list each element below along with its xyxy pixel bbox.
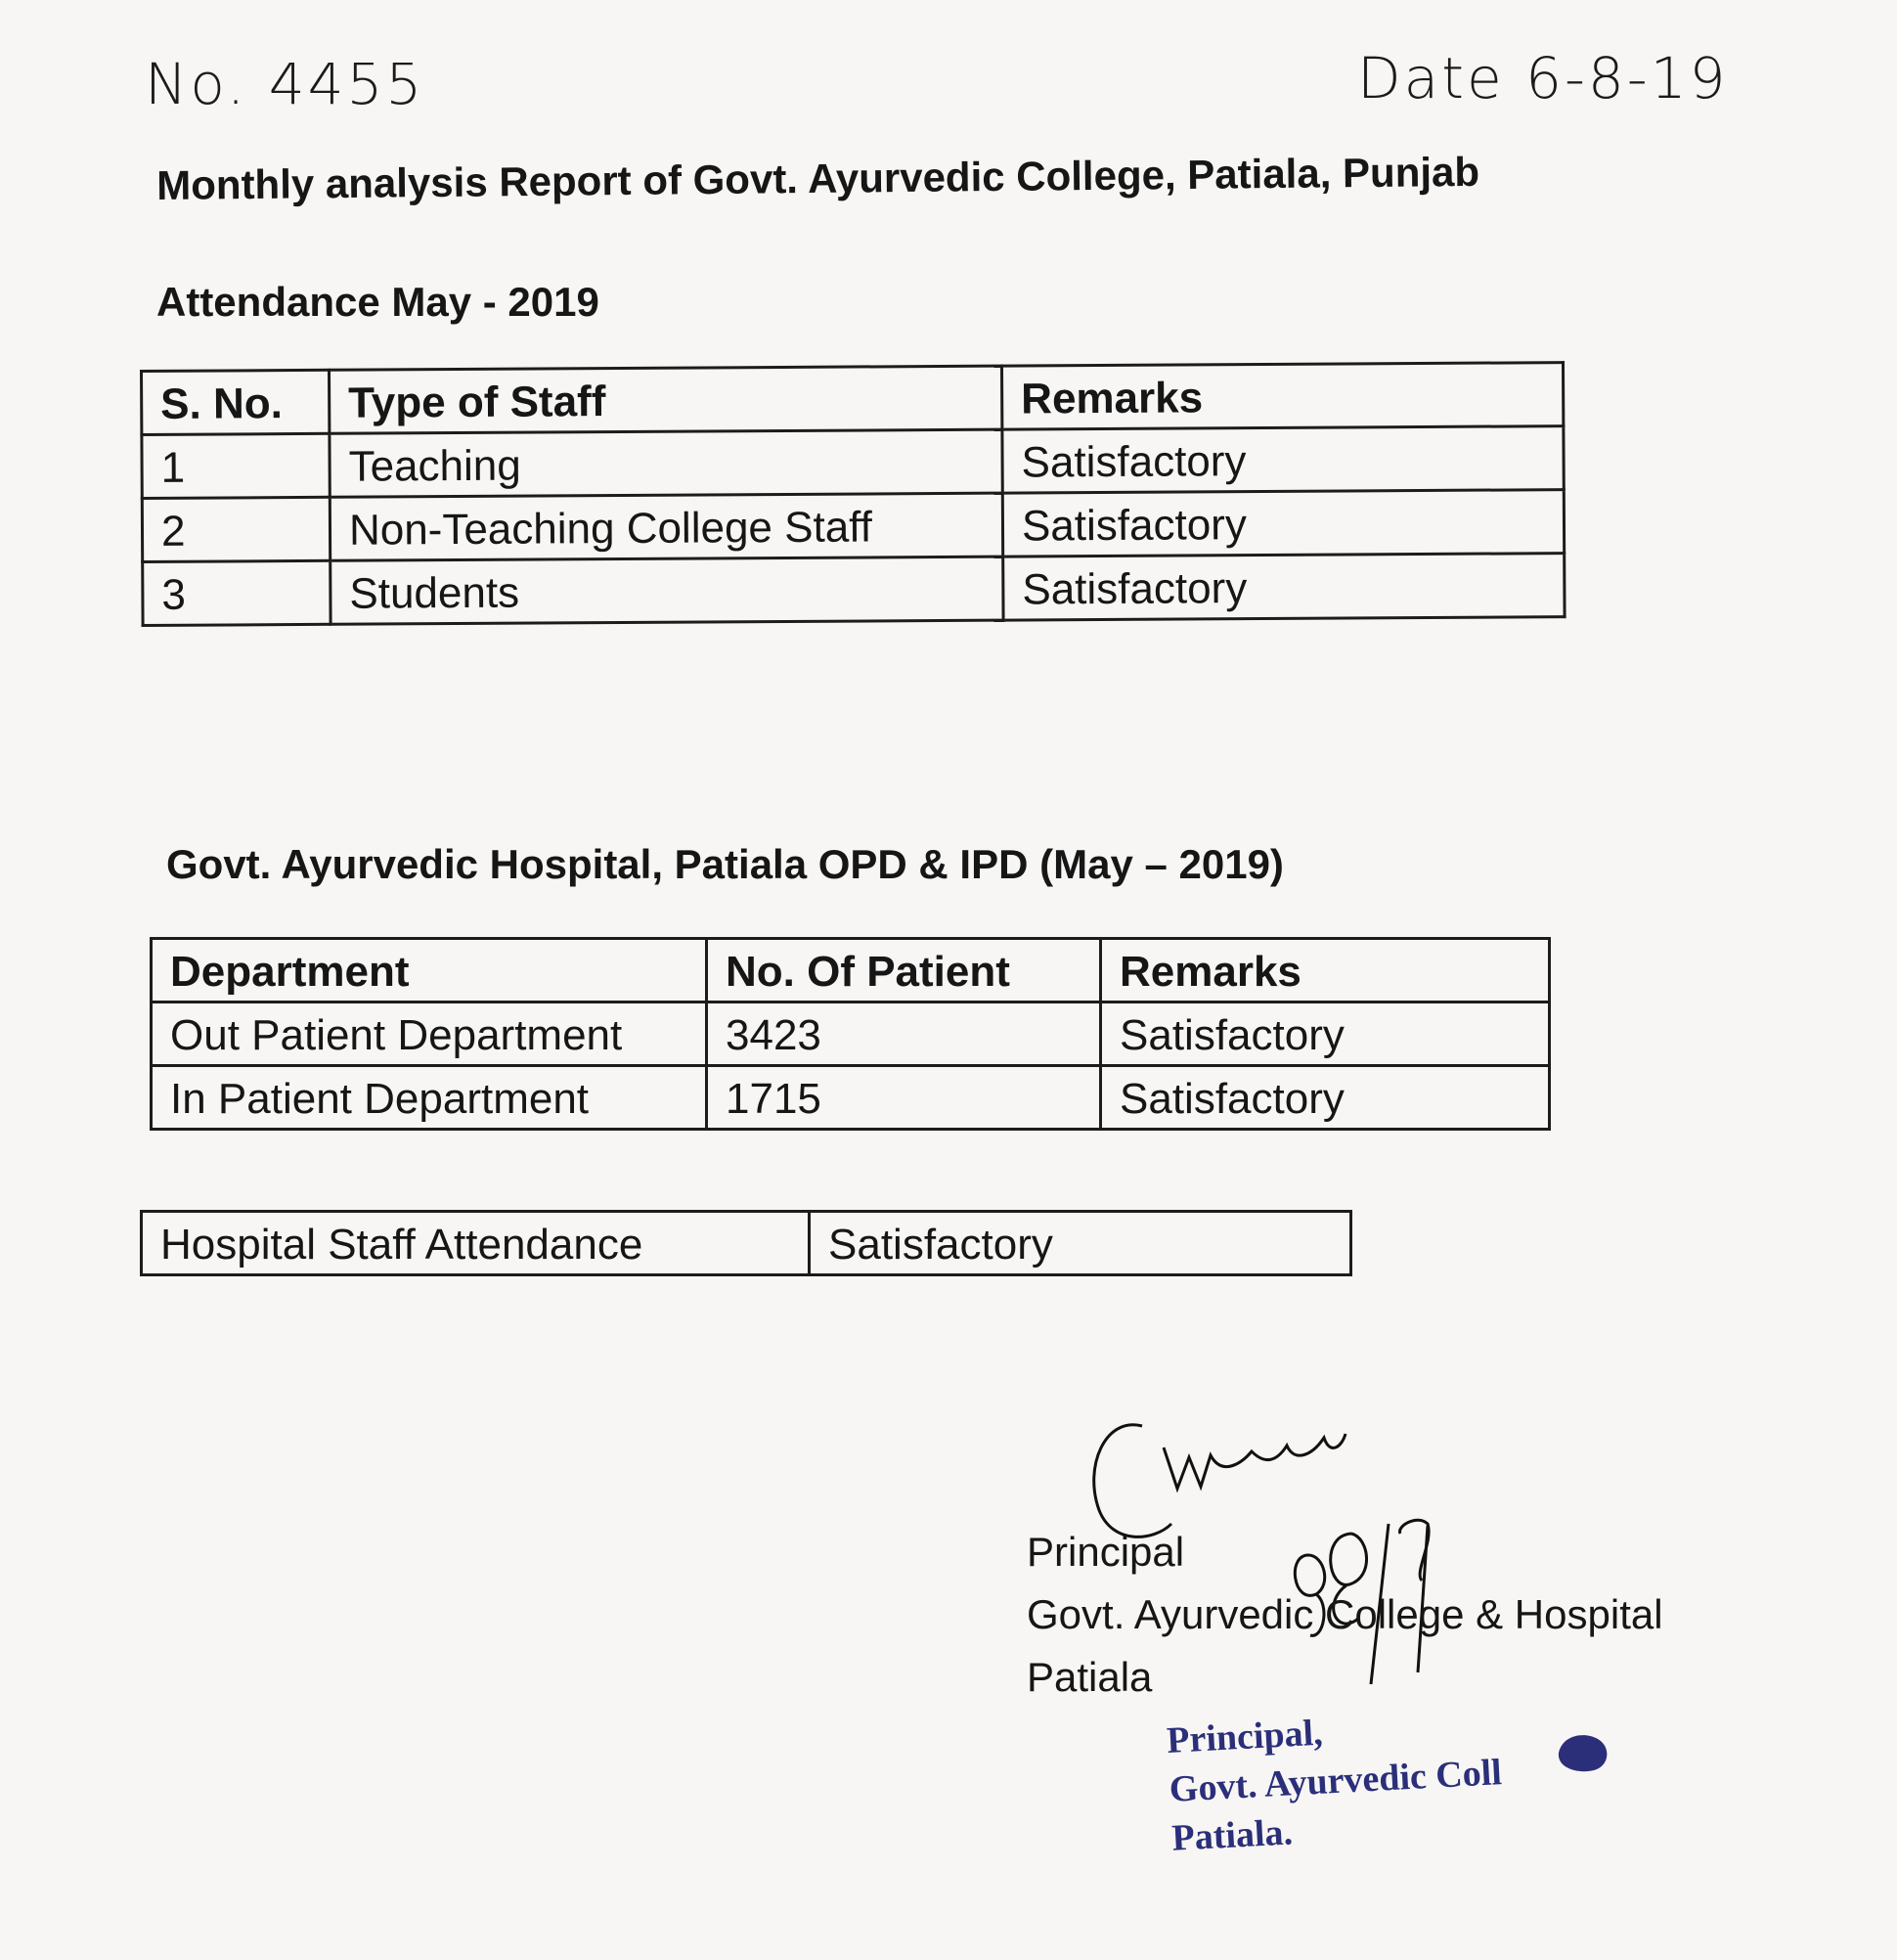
attendance-title: Attendance May - 2019	[156, 279, 599, 325]
table-cell: Non-Teaching College Staff	[330, 493, 1002, 560]
stamp-line: Govt. Ayurvedic Coll	[1168, 1752, 1503, 1810]
table-cell: Out Patient Department	[152, 1002, 707, 1066]
table-cell: Students	[331, 557, 1003, 624]
table-cell: Satisfactory	[1002, 490, 1564, 557]
attendance-table	[140, 361, 1566, 627]
signatory-city: Patiala	[1027, 1654, 1153, 1700]
hospital-title: Govt. Ayurvedic Hospital, Patiala OPD & IPD (May – 2019)	[166, 841, 1284, 887]
table-cell: Satisfactory	[1101, 1002, 1550, 1066]
table-cell: 2	[142, 497, 330, 561]
column-header: Department	[152, 939, 707, 1002]
table-cell: Satisfactory	[810, 1212, 1351, 1275]
table-row	[152, 1066, 1550, 1130]
document-date: Date 6-8-19	[1357, 45, 1729, 111]
stamp-line: Principal,	[1166, 1712, 1324, 1761]
table-cell: Hospital Staff Attendance	[142, 1212, 810, 1275]
stamp-line: Patiala.	[1170, 1811, 1294, 1859]
table-cell: Teaching	[330, 429, 1002, 497]
table-cell: Satisfactory	[1002, 426, 1564, 494]
table-cell: Satisfactory	[1003, 554, 1565, 621]
column-header: No. Of Patient	[707, 939, 1101, 1002]
table-cell: 3	[143, 560, 331, 625]
table-row	[142, 426, 1564, 499]
table-cell: Satisfactory	[1101, 1066, 1550, 1130]
reference-number: No. 4455	[145, 51, 425, 117]
column-header: Remarks	[1101, 939, 1550, 1002]
column-header: Type of Staff	[330, 366, 1002, 433]
report-title: Monthly analysis Report of Govt. Ayurvedic College, Patiala, Punjab	[156, 148, 1480, 208]
table-row	[143, 554, 1565, 626]
signatory-block	[1027, 1521, 1663, 1709]
official-stamp	[1166, 1699, 1506, 1863]
signatory-title: Principal	[1027, 1529, 1185, 1575]
table-row	[152, 1002, 1550, 1066]
table-header-row	[152, 939, 1550, 1002]
table-cell: 3423	[707, 1002, 1101, 1066]
table-row	[142, 1212, 1351, 1275]
column-header: Remarks	[1001, 363, 1563, 430]
table-header-row	[142, 363, 1564, 435]
table-cell: In Patient Department	[152, 1066, 707, 1130]
column-header: S. No.	[142, 370, 330, 434]
signatory-institution: Govt. Ayurvedic College & Hospital	[1027, 1591, 1663, 1637]
table-cell: 1	[142, 433, 330, 498]
table-cell: 1715	[707, 1066, 1101, 1130]
ink-smudge-icon	[1555, 1729, 1613, 1776]
hospital-table	[150, 937, 1551, 1131]
table-row	[142, 490, 1564, 562]
staff-attendance-table	[140, 1210, 1352, 1276]
